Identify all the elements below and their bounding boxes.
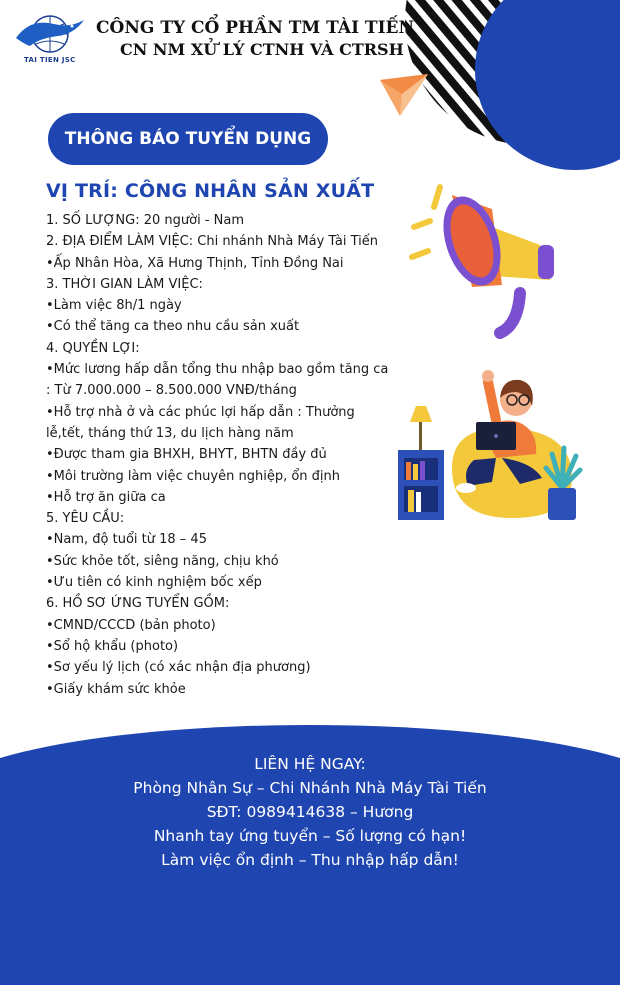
detail-line: •Nam, độ tuổi từ 18 – 45 [46, 532, 207, 548]
detail-line: •Hỗ trợ ăn giữa ca [46, 489, 166, 505]
detail-line: •Ấp Nhân Hòa, Xã Hưng Thịnh, Tỉnh Đồng Nai [46, 255, 344, 271]
footer-line: LIÊN HỆ NGAY: [254, 755, 366, 773]
footer-line: Nhanh tay ứng tuyển – Số lượng có hạn! [153, 827, 467, 845]
detail-line: 1. SỐ LƯỢNG: 20 người - Nam [46, 213, 245, 228]
detail-line: •Làm việc 8h/1 ngày [46, 298, 182, 314]
title-banner [48, 113, 328, 165]
detail-line: •Sơ yếu lý lịch (có xác nhận địa phương) [46, 660, 311, 676]
logo-text: TAI TIEN JSC [24, 56, 76, 64]
detail-line: 5. YÊU CẦU: [46, 511, 125, 527]
paper-plane-icon [378, 72, 430, 120]
detail-line: 4. QUYỀN LỢI: [46, 340, 140, 356]
title-banner-text: THÔNG BÁO TUYỂN DỤNG [64, 129, 312, 149]
detail-line: •Sổ hộ khẩu (photo) [46, 638, 179, 654]
footer-line: Làm việc ổn định – Thu nhập hấp dẫn! [161, 851, 459, 869]
detail-line: •CMND/CCCD (bản photo) [46, 617, 216, 633]
footer-line: Phòng Nhân Sự – Chi Nhánh Nhà Máy Tài Tiến [133, 779, 487, 797]
megaphone-icon [400, 175, 570, 345]
detail-line: •Mức lương hấp dẫn tổng thu nhập bao gồm tăng ca : Từ 7.000.000 – 8.500.000 VNĐ/tháng [46, 362, 393, 399]
detail-line: •Sức khỏe tốt, siêng năng, chịu khó [46, 553, 279, 569]
detail-line: 3. THỜI GIAN LÀM VIỆC: [46, 276, 203, 292]
detail-line: •Được tham gia BHXH, BHYT, BHTN đầy đủ [46, 447, 327, 463]
detail-line: 2. ĐỊA ĐIỂM LÀM VIỆC: Chi nhánh Nhà Máy Tài Tiến [46, 234, 378, 250]
contact-footer [0, 752, 620, 872]
detail-line: •Ưu tiên có kinh nghiệm bốc xếp [46, 575, 262, 591]
position-title: VỊ TRÍ: CÔNG NHÂN SẢN XUẤT [46, 180, 375, 202]
footer-line: SĐT: 0989414638 – Hương [206, 803, 414, 821]
detail-line: •Hỗ trợ nhà ở và các phúc lợi hấp dẫn : Thưởng lễ,tết, tháng thứ 13, du lịch hàng năm [46, 404, 359, 441]
detail-line: •Có thể tăng ca theo nhu cầu sản xuất [46, 319, 300, 335]
person-laptop-illustration [392, 358, 592, 528]
job-details-list [46, 210, 391, 700]
company-logo-icon [10, 12, 90, 58]
detail-line: •Giấy khám sức khỏe [46, 681, 186, 697]
company-name: CÔNG TY CỔ PHẦN TM TÀI TIẾN [96, 18, 415, 38]
detail-line: •Môi trường làm việc chuyên nghiệp, ổn định [46, 468, 341, 484]
detail-line: 6. HỒ SƠ ỨNG TUYỂN GỒM: [46, 596, 230, 612]
company-branch: CN NM XỬ LÝ CTNH VÀ CTRSH [120, 40, 404, 59]
